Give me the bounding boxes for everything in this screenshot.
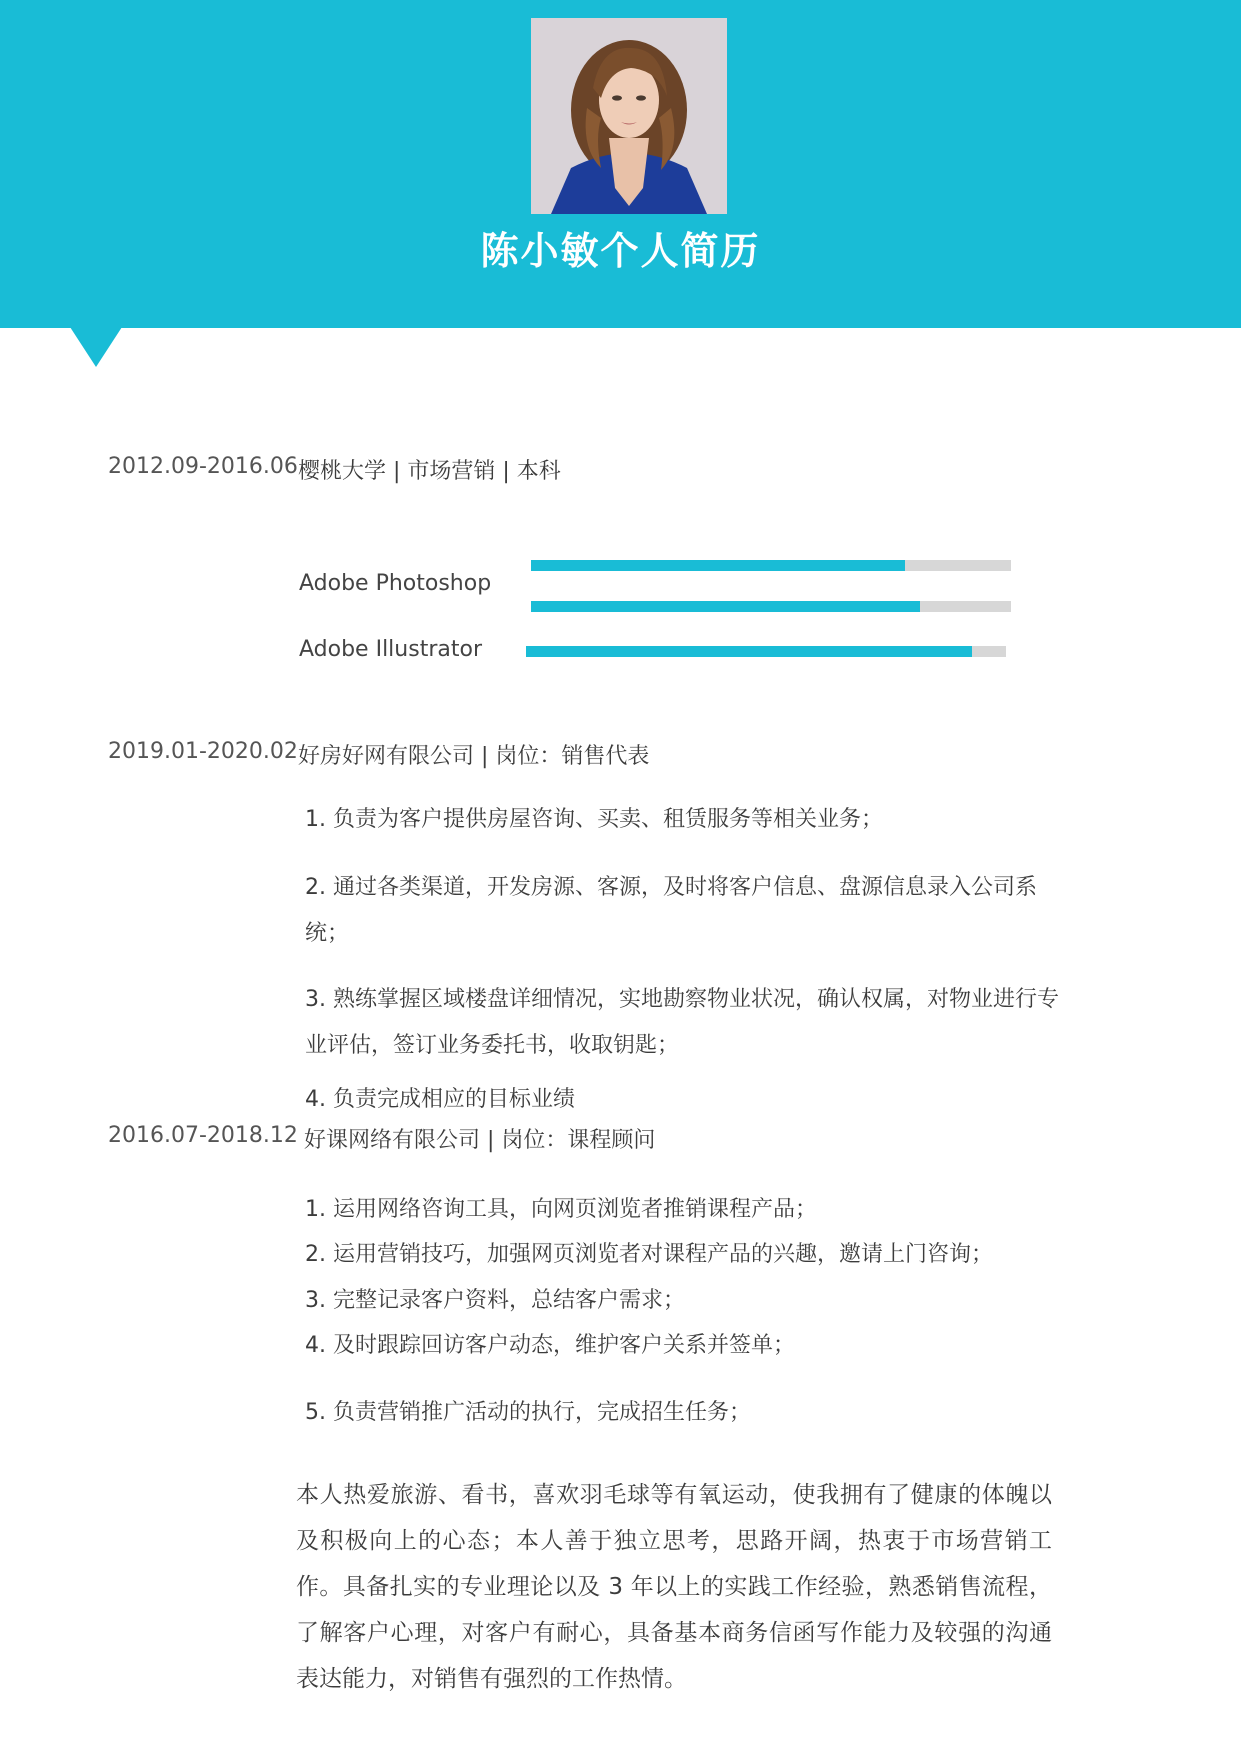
skill-label-photoshop: Adobe Photoshop [299,571,492,596]
page-title: 陈小敏个人简历 [480,228,761,273]
education-date: 2012.09-2016.06 [108,454,298,479]
job2-title: 好课网络有限公司 | 岗位：课程顾问 [304,1128,656,1153]
skill-bar-illustrator [526,646,1006,657]
skill-label-illustrator: Adobe Illustrator [299,637,482,662]
job2-duty-4: 4. 及时跟踪回访客户动态，维护客户关系并签单； [305,1333,795,1358]
skill-bar-fill [531,601,920,612]
job1-duty-2: 2. 通过各类渠道，开发房源、客源，及时将客户信息、盘源信息录入公司系统； [305,875,1037,946]
skill-bar-fill [526,646,972,657]
job1-duty-3: 3. 熟练掌握区域楼盘详细情况，实地勘察物业状况，确认权属，对物业进行专业评估，签订业务委托书，收取钥匙； [305,987,1059,1058]
education-detail: 樱桃大学 | 市场营销 | 本科 [298,459,561,484]
job1-title: 好房好网有限公司 | 岗位：销售代表 [298,744,650,769]
job2-date: 2016.07-2018.12 [108,1123,298,1148]
skill-bar-fill [531,560,905,571]
avatar [531,18,727,214]
job2-duty-2: 2. 运用营销技巧，加强网页浏览者对课程产品的兴趣，邀请上门咨询； [305,1242,993,1267]
job1-duty-1: 1. 负责为客户提供房屋咨询、买卖、租赁服务等相关业务； [305,807,883,832]
job2-duty-1: 1. 运用网络咨询工具，向网页浏览者推销课程产品； [305,1197,817,1222]
job2-duty-3: 3. 完整记录客户资料，总结客户需求； [305,1288,685,1313]
skill-bar-photoshop [531,560,1011,571]
job1-duty-4: 4. 负责完成相应的目标业绩 [305,1087,575,1112]
header-notch [70,327,122,367]
job1-duty-4-clipped [305,1087,1065,1112]
skill-bar-extra [531,601,1011,612]
job1-date: 2019.01-2020.02 [108,739,298,764]
self-intro: 本人热爱旅游、看书，喜欢羽毛球等有氧运动，使我拥有了健康的体魄以及积极向上的心态；本人善于独立思考，思路开阔，热衷于市场营销工作。具备扎实的专业理论以及 3 年以上的实践工作经验，熟悉销售流程，了解客户心理，对客户有耐心，具备基本商务信函写作能力及较强的沟通表达能力，对销售有强烈的工作热情。 [296,1482,1052,1692]
job2-duty-5: 5. 负责营销推广活动的执行，完成招生任务； [305,1400,751,1425]
